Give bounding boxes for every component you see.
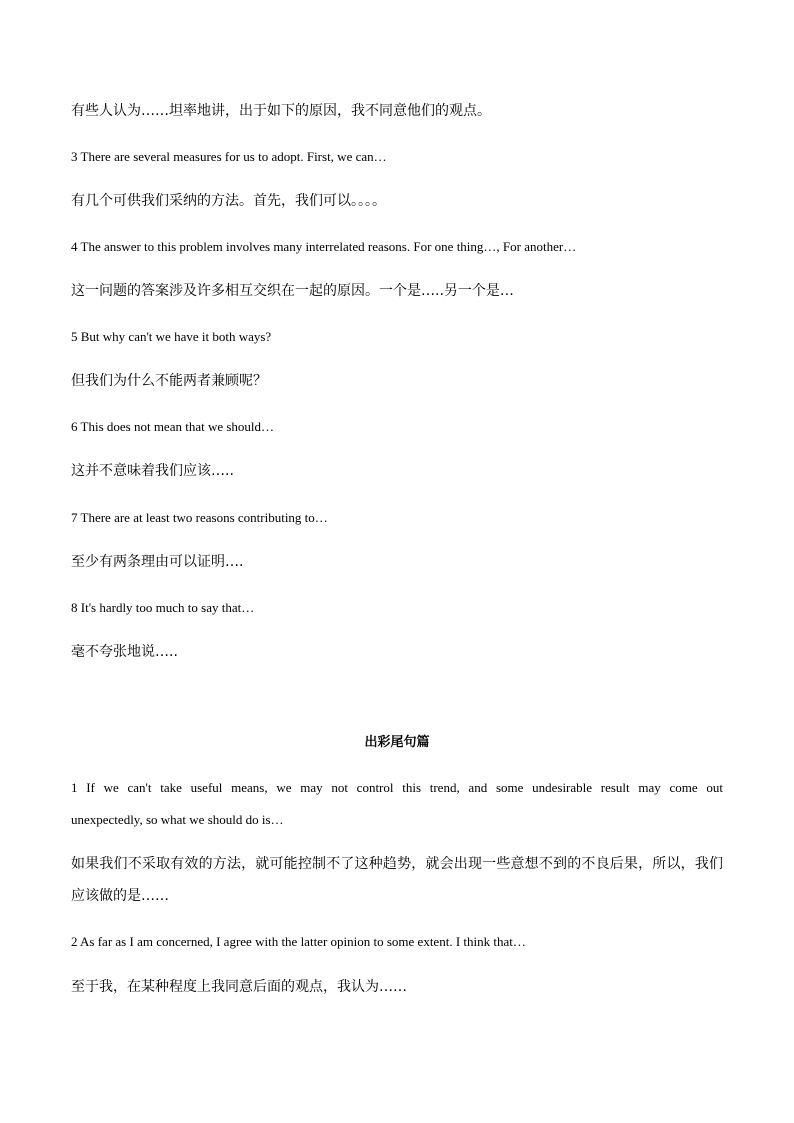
text-line-zh-4: 这一问题的答案涉及许多相互交织在一起的原因。一个是…..另一个是…	[71, 283, 514, 299]
text-line-zh-5: 但我们为什么不能两者兼顾呢？	[71, 373, 267, 389]
text-line-en-4: 4 The answer to this problem involves many interrelated reasons. For one thing…, For another…	[71, 239, 577, 254]
text-line-ending-en-1b: unexpectedly, so what we should do is…	[71, 812, 284, 827]
text-line-ending-en-1a: 1 If we can't take useful means, we may not control this trend, and some undesirable result may come out	[71, 780, 723, 795]
text-line-en-3: 3 There are several measures for us to adopt. First, we can…	[71, 149, 387, 164]
text-line-zh-7: 至少有两条理由可以证明….	[71, 554, 244, 570]
text-line-en-5: 5 But why can't we have it both ways?	[71, 329, 272, 344]
text-line-en-6: 6 This does not mean that we should…	[71, 419, 275, 434]
text-line-zh-8: 毫不夸张地说…..	[71, 644, 178, 660]
text-line-zh-some-think: 有些人认为……坦率地讲，出于如下的原因，我不同意他们的观点。	[71, 103, 491, 119]
section-heading: 出彩尾句篇	[364, 735, 430, 750]
text-line-ending-en-2: 2 As far as I am concerned, I agree with the latter opinion to some extent. I think that…	[71, 934, 526, 949]
text-line-ending-zh-2: 至于我，在某种程度上我同意后面的观点，我认为……	[71, 979, 407, 995]
text-line-ending-zh-1a: 如果我们不采取有效的方法，就可能控制不了这种趋势，就会出现一些意想不到的不良后果，所以，我们	[71, 856, 723, 872]
text-line-en-7: 7 There are at least two reasons contributing to…	[71, 510, 328, 525]
text-line-en-8: 8 It's hardly too much to say that…	[71, 600, 255, 615]
text-line-zh-3: 有几个可供我们采纳的方法。首先，我们可以。。。。	[71, 193, 386, 209]
text-line-ending-zh-1b: 应该做的是……	[71, 888, 169, 904]
text-line-zh-6: 这并不意味着我们应该…..	[71, 463, 234, 479]
